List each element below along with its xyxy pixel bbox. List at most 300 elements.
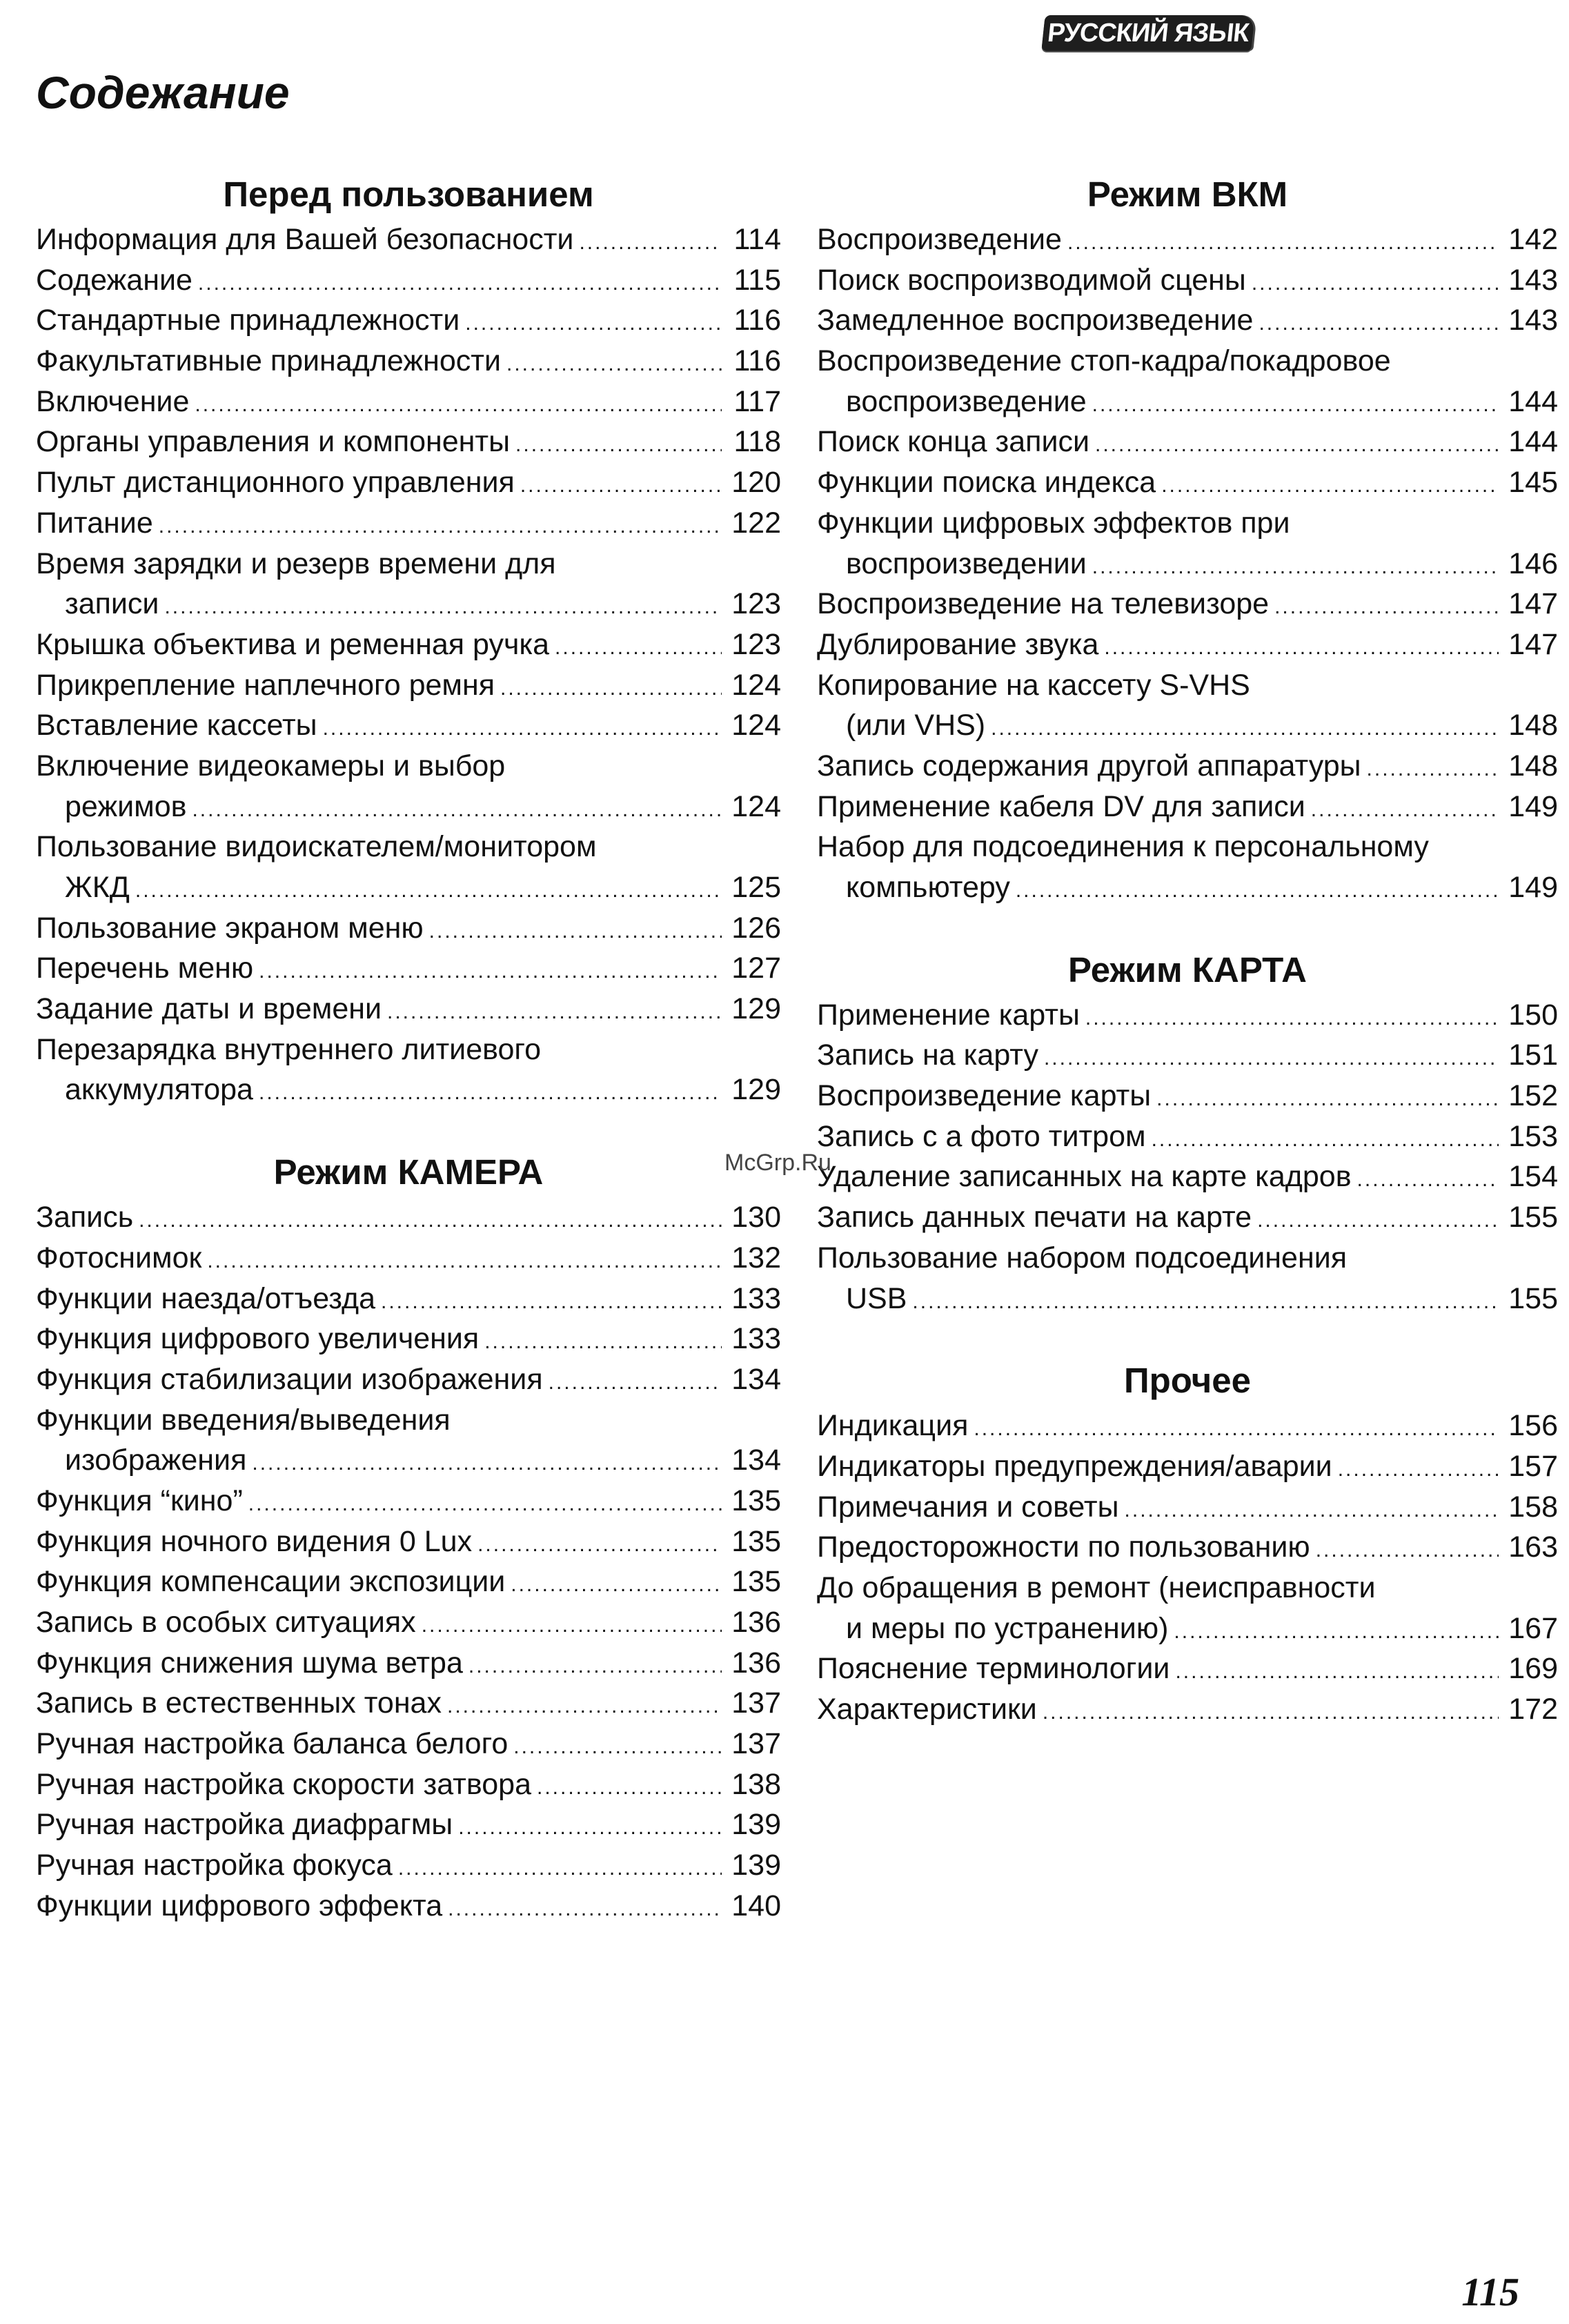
- toc-entry-title: Набор для подсоединения к персональному: [817, 830, 1429, 864]
- toc-entry[interactable]: [36, 300, 781, 341]
- toc-entry-line: [36, 1724, 781, 1764]
- toc-entry-line: [36, 300, 781, 341]
- toc-entry-line: [36, 1319, 781, 1359]
- toc-entry[interactable]: [36, 1804, 781, 1845]
- toc-entry[interactable]: [36, 1845, 781, 1886]
- toc-page-number: 139: [731, 1808, 781, 1842]
- toc-entry-line: [817, 1197, 1558, 1238]
- toc-section: [817, 945, 1558, 1319]
- toc-entry-line: [817, 867, 1558, 908]
- watermark: McGrp.Ru: [724, 1150, 831, 1176]
- toc-entry-line: [36, 665, 781, 706]
- dot-leader: [555, 628, 722, 669]
- toc-entry-line: [817, 1238, 1558, 1279]
- dot-leader: [1156, 1079, 1499, 1120]
- toc-entry[interactable]: [817, 462, 1558, 503]
- toc-entry[interactable]: [817, 1446, 1558, 1487]
- toc-page-number: 133: [731, 1281, 781, 1315]
- toc-section: [36, 170, 781, 1110]
- toc-entry-title: воспроизведение: [846, 384, 1087, 418]
- toc-page-number: 120: [731, 466, 781, 500]
- toc-section: [817, 170, 1558, 908]
- toc-page-number: 157: [1508, 1449, 1558, 1483]
- toc-entry-title: Ручная настройка диафрагмы: [36, 1808, 453, 1842]
- toc-entry-line: [36, 219, 781, 260]
- toc-page-number: 134: [731, 1444, 781, 1477]
- toc-entry-title: (или VHS): [846, 709, 986, 742]
- toc-page-number: 129: [731, 992, 781, 1026]
- toc-entry-title: воспроизведении: [846, 546, 1087, 580]
- toc-entry-line: [36, 1764, 781, 1805]
- toc-entry-line: [817, 544, 1558, 584]
- dot-leader: [465, 304, 722, 344]
- toc-page-number: 137: [731, 1686, 781, 1720]
- dot-leader: [447, 1686, 722, 1727]
- toc-entry[interactable]: [36, 665, 781, 706]
- toc-entry-title: Поиск конца записи: [817, 425, 1089, 459]
- toc-page-number: 124: [731, 709, 781, 742]
- toc-entry-line: [36, 948, 781, 989]
- toc-entry-title: Характеристики: [817, 1693, 1037, 1726]
- page-number: 115: [1461, 2269, 1519, 2314]
- toc-entry-line: [817, 1076, 1558, 1116]
- toc-entry-title: Функции наезда/отъезда: [36, 1281, 376, 1315]
- toc-entry-line: [36, 1481, 781, 1522]
- dot-leader: [1161, 466, 1499, 506]
- toc-entry[interactable]: [36, 1400, 781, 1481]
- toc-entry[interactable]: [36, 1602, 781, 1643]
- toc-page-number: 126: [731, 911, 781, 945]
- toc-entry-title: Запись в особых ситуациях: [36, 1606, 416, 1639]
- dot-leader: [579, 223, 722, 264]
- toc-page-number: 122: [731, 506, 781, 540]
- toc-entry-title: Копирование на кассету S-VHS: [817, 668, 1250, 702]
- toc-entry[interactable]: [36, 1279, 781, 1319]
- dot-leader: [198, 264, 722, 304]
- toc-entry[interactable]: [817, 1406, 1558, 1446]
- toc-entry[interactable]: [817, 827, 1558, 907]
- toc-entry-title: Информация для Вашей безопасности: [36, 223, 574, 256]
- toc-entry-line: [817, 624, 1558, 665]
- toc-entry[interactable]: [817, 1035, 1558, 1076]
- toc-entry-title: Ручная настройка фокуса: [36, 1849, 393, 1882]
- toc-entry-line: [817, 705, 1558, 746]
- dot-leader: [1044, 1038, 1499, 1079]
- toc-entry-line: [36, 1845, 781, 1886]
- toc-entry-line: [817, 1156, 1558, 1197]
- toc-entry[interactable]: [36, 1886, 781, 1927]
- toc-page-number: 148: [1508, 749, 1558, 782]
- toc-entry-title: Пояснение терминологии: [817, 1652, 1170, 1686]
- toc-entry[interactable]: [36, 1683, 781, 1724]
- toc-entry[interactable]: [36, 260, 781, 301]
- dot-leader: [135, 871, 722, 912]
- toc-page-number: 143: [1508, 263, 1558, 297]
- toc-entry-line: [36, 908, 781, 949]
- toc-entry-title: Включение видеокамеры и выбор: [36, 749, 506, 782]
- toc-entry[interactable]: [36, 1359, 781, 1400]
- toc-entry[interactable]: [817, 341, 1558, 422]
- toc-entry-title: Функции цифровых эффектов при: [817, 506, 1290, 540]
- dot-leader: [398, 1849, 722, 1889]
- toc-entry-title: Функции цифрового эффекта: [36, 1889, 443, 1922]
- toc-entry[interactable]: [36, 422, 781, 462]
- toc-entry[interactable]: [36, 503, 781, 544]
- toc-entry[interactable]: [817, 300, 1558, 341]
- toc-entry-title: USB: [846, 1281, 907, 1315]
- toc-page-number: 144: [1508, 425, 1558, 459]
- toc-entry[interactable]: [36, 948, 781, 989]
- toc-entry-line: [817, 422, 1558, 462]
- toc-page-number: 151: [1508, 1038, 1558, 1072]
- toc-entry-title: Примечания и советы: [817, 1490, 1119, 1524]
- toc-entry[interactable]: [817, 995, 1558, 1036]
- toc-entry-title: Пользование набором подсоединения: [817, 1241, 1347, 1274]
- toc-entry[interactable]: [36, 1724, 781, 1764]
- dot-leader: [159, 506, 722, 547]
- toc-entry-line: [817, 1527, 1558, 1568]
- toc-entry-title: Функции введения/выведения: [36, 1403, 451, 1437]
- dot-leader: [192, 790, 722, 831]
- dot-leader: [448, 1889, 722, 1930]
- toc-entry-title: Дублирование звука: [817, 627, 1099, 661]
- dot-leader: [1311, 790, 1499, 831]
- toc-entry-title: Включение: [36, 384, 190, 418]
- toc-page-number: 127: [731, 952, 781, 985]
- toc-page-number: 115: [733, 263, 781, 297]
- toc-page-number: 144: [1508, 384, 1558, 418]
- dot-leader: [513, 1727, 722, 1768]
- toc-entry-title: Задание даты и времени: [36, 992, 382, 1026]
- toc-entry-title: аккумулятора: [65, 1073, 253, 1107]
- toc-entry[interactable]: [817, 624, 1558, 665]
- dot-leader: [520, 466, 722, 506]
- toc-entry-title: Запись: [36, 1201, 134, 1234]
- toc-entry[interactable]: [817, 1076, 1558, 1116]
- dot-leader: [549, 1363, 722, 1404]
- toc-page-number: 153: [1508, 1119, 1558, 1153]
- toc-entry-line: [817, 1116, 1558, 1157]
- toc-entry-title: Воспроизведение карты: [817, 1079, 1152, 1113]
- toc-entry-title: Функции поиска индекса: [817, 466, 1156, 500]
- toc-entry-title: Запись на карту: [817, 1038, 1038, 1072]
- section-heading: Прочее: [1123, 1361, 1252, 1401]
- toc-entry-line: [36, 1643, 781, 1684]
- toc-section: [817, 1356, 1558, 1730]
- dot-leader: [1104, 628, 1499, 669]
- toc-entry-line: [36, 462, 781, 503]
- toc-entry[interactable]: [36, 1522, 781, 1562]
- toc-entry[interactable]: [817, 787, 1558, 827]
- section-heading: Режим ВКМ: [1087, 175, 1288, 214]
- toc-entry[interactable]: [36, 1481, 781, 1522]
- dot-leader: [477, 1525, 722, 1566]
- section-heading: Перед пользованием: [223, 175, 594, 214]
- dot-leader: [422, 1606, 722, 1646]
- toc-entry-line: [36, 341, 781, 382]
- toc-entry[interactable]: [36, 341, 781, 382]
- toc-page-number: 167: [1508, 1611, 1558, 1645]
- toc-entry[interactable]: [36, 544, 781, 624]
- toc-entry[interactable]: [36, 1238, 781, 1279]
- toc-entry[interactable]: [817, 1527, 1558, 1568]
- toc-entry-line: [817, 1608, 1558, 1649]
- toc-page-number: 114: [733, 223, 781, 256]
- toc-entry-title: Применение карты: [817, 998, 1080, 1032]
- toc-page-number: 124: [731, 668, 781, 702]
- toc-entry[interactable]: [36, 1764, 781, 1805]
- toc-page-number: 142: [1508, 223, 1558, 256]
- toc-entry[interactable]: [817, 1689, 1558, 1730]
- dot-leader: [1274, 587, 1499, 628]
- dot-leader: [484, 1322, 722, 1363]
- toc-entry-title: Питание: [36, 506, 153, 540]
- dot-leader: [429, 912, 722, 952]
- toc-entry-line: [817, 1446, 1558, 1487]
- toc-entry-line: [36, 1279, 781, 1319]
- toc-entry-title: Запись данных печати на карте: [817, 1201, 1252, 1234]
- toc-entry-line: [817, 260, 1558, 301]
- dot-leader: [207, 1241, 722, 1282]
- dot-leader: [252, 1444, 722, 1484]
- toc-entry[interactable]: [817, 1156, 1558, 1197]
- toc-entry-line: [36, 544, 781, 584]
- dot-leader: [515, 425, 722, 466]
- toc-entry-line: [36, 867, 781, 908]
- toc-entry-title: Воспроизведение: [817, 223, 1062, 256]
- toc-entry-line: [817, 503, 1558, 544]
- toc-entry-title: Пульт дистанционного управления: [36, 466, 515, 500]
- dot-leader: [248, 1484, 722, 1525]
- toc-entry[interactable]: [817, 665, 1558, 746]
- dot-leader: [537, 1768, 722, 1809]
- toc-page-number: 139: [731, 1849, 781, 1882]
- dot-leader: [1175, 1652, 1499, 1693]
- toc-page-number: 137: [731, 1727, 781, 1761]
- toc-page-number: 138: [731, 1767, 781, 1801]
- toc-entry-line: [36, 503, 781, 544]
- toc-entry-line: [36, 705, 781, 746]
- toc-entry-title: и меры по устранению): [846, 1611, 1169, 1645]
- toc-entry-line: [817, 1279, 1558, 1319]
- toc-entry[interactable]: [817, 1238, 1558, 1319]
- dot-leader: [323, 709, 722, 749]
- toc-page-number: 136: [731, 1606, 781, 1639]
- toc-page-number: 116: [733, 344, 781, 378]
- toc-entry-title: Индикация: [817, 1409, 969, 1443]
- toc-page-number: 136: [731, 1646, 781, 1680]
- toc-entry-title: Запись с а фото титром: [817, 1119, 1146, 1153]
- toc-page-number: 135: [731, 1565, 781, 1599]
- toc-entry[interactable]: [817, 1487, 1558, 1528]
- toc-entry-title: ЖКД: [65, 871, 130, 904]
- toc-page-number: 158: [1508, 1490, 1558, 1524]
- toc-entry[interactable]: [36, 1562, 781, 1602]
- toc-entry-line: [817, 1648, 1558, 1689]
- toc-entry[interactable]: [36, 908, 781, 949]
- toc-entry[interactable]: [36, 705, 781, 746]
- toc-page-number: 146: [1508, 546, 1558, 580]
- toc-entry-line: [36, 1562, 781, 1602]
- toc-entry[interactable]: [36, 989, 781, 1030]
- toc-page-number: 149: [1508, 871, 1558, 904]
- toc-entry-line: [817, 1568, 1558, 1608]
- toc-page-number: 150: [1508, 998, 1558, 1032]
- toc-entry-title: Замедленное воспроизведение: [817, 304, 1254, 337]
- toc-page-number: 123: [731, 627, 781, 661]
- toc-entry-line: [36, 1238, 781, 1279]
- toc-entry[interactable]: [36, 1319, 781, 1359]
- dot-leader: [259, 1073, 722, 1114]
- dot-leader: [506, 344, 722, 385]
- dot-leader: [1252, 264, 1499, 304]
- toc-entry-line: [817, 1689, 1558, 1730]
- dot-leader: [139, 1201, 722, 1241]
- toc-page-number: 172: [1508, 1693, 1558, 1726]
- toc-page-number: 147: [1508, 627, 1558, 661]
- toc-page-number: 148: [1508, 709, 1558, 742]
- toc-entry-line: [36, 1030, 781, 1070]
- toc-page-number: 135: [731, 1524, 781, 1558]
- toc-entry[interactable]: [817, 746, 1558, 787]
- toc-entry-line: [817, 219, 1558, 260]
- toc-entry[interactable]: [817, 422, 1558, 462]
- section-heading: Режим КАМЕРА: [273, 1152, 544, 1192]
- toc-entry-title: Фотоснимок: [36, 1241, 202, 1274]
- toc-entry-line: [36, 382, 781, 422]
- toc-entry-title: компьютеру: [846, 871, 1010, 904]
- toc-entry-title: Крышка объектива и ременная ручка: [36, 627, 550, 661]
- toc-entry-title: Запись в естественных тонах: [36, 1686, 442, 1720]
- toc-page-number: 147: [1508, 587, 1558, 621]
- toc-entry-line: [36, 1400, 781, 1441]
- toc-entry-title: изображения: [65, 1444, 247, 1477]
- toc-entry[interactable]: [817, 1568, 1558, 1648]
- toc-entry-title: Функция снижения шума ветра: [36, 1646, 463, 1680]
- toc-entry[interactable]: [817, 219, 1558, 260]
- toc-entry-line: [36, 1070, 781, 1110]
- toc-entry-line: [817, 787, 1558, 827]
- dot-leader: [1095, 425, 1499, 466]
- toc-entry[interactable]: [36, 1197, 781, 1238]
- toc-entry-line: [36, 422, 781, 462]
- dot-leader: [1174, 1612, 1499, 1653]
- toc-entry-line: [36, 989, 781, 1030]
- toc-entry-line: [36, 1359, 781, 1400]
- dot-leader: [1316, 1530, 1499, 1571]
- toc-entry-title: Воспроизведение стоп-кадра/покадровое: [817, 344, 1391, 378]
- dot-leader: [1338, 1450, 1499, 1490]
- toc-entry-line: [817, 665, 1558, 706]
- toc-entry[interactable]: [817, 1116, 1558, 1157]
- toc-entry-title: Функция цифрового увеличения: [36, 1322, 480, 1356]
- toc-entry[interactable]: [36, 1643, 781, 1684]
- toc-entry[interactable]: [817, 260, 1558, 301]
- dot-leader: [991, 709, 1499, 749]
- toc-entry-title: Содежание: [36, 263, 193, 297]
- toc-page-number: 124: [731, 789, 781, 823]
- dot-leader: [511, 1565, 722, 1606]
- toc-entry[interactable]: [36, 624, 781, 665]
- toc-page-number: 155: [1508, 1201, 1558, 1234]
- toc-entry-line: [36, 1197, 781, 1238]
- toc-page-number: 140: [731, 1889, 781, 1922]
- toc-entry[interactable]: [817, 503, 1558, 584]
- toc-entry[interactable]: [36, 1030, 781, 1110]
- toc-entry-line: [817, 1487, 1558, 1528]
- dot-leader: [500, 669, 722, 709]
- toc-page-number: 125: [731, 871, 781, 904]
- toc-entry[interactable]: [817, 1197, 1558, 1238]
- toc-entry[interactable]: [36, 827, 781, 907]
- dot-leader: [381, 1282, 722, 1323]
- toc-page-number: 117: [733, 384, 781, 418]
- dot-leader: [1357, 1160, 1499, 1201]
- toc-entry[interactable]: [36, 746, 781, 827]
- toc-entry-line: [36, 1602, 781, 1643]
- language-badge-label: РУССКИЙ ЯЗЫК: [1046, 18, 1250, 48]
- dot-leader: [1092, 385, 1499, 426]
- toc-entry-title: Применение кабеля DV для записи: [817, 789, 1305, 823]
- dot-leader: [1257, 1201, 1499, 1241]
- toc-entry-title: Перезарядка внутреннего литиевого: [36, 1032, 542, 1066]
- toc-page-number: 149: [1508, 789, 1558, 823]
- toc-entry-title: До обращения в ремонт (неисправности: [817, 1570, 1376, 1604]
- toc-entry-title: Факультативные принадлежности: [36, 344, 501, 378]
- toc-entry[interactable]: [36, 462, 781, 503]
- toc-entry[interactable]: [817, 1648, 1558, 1689]
- toc-entry-title: записи: [65, 587, 159, 621]
- toc-entry-title: Воспроизведение на телевизоре: [817, 587, 1270, 621]
- toc-entry-title: Вставление кассеты: [36, 709, 317, 742]
- dot-leader: [1259, 304, 1499, 344]
- toc-page-number: 152: [1508, 1079, 1558, 1113]
- dot-leader: [912, 1282, 1499, 1323]
- toc-entry-line: [36, 746, 781, 787]
- toc-entry-line: [817, 1406, 1558, 1446]
- toc-entry[interactable]: [817, 584, 1558, 624]
- toc-entry[interactable]: [36, 382, 781, 422]
- dot-leader: [1085, 998, 1499, 1039]
- toc-page-number: 163: [1508, 1530, 1558, 1564]
- page-title: Содежание: [36, 67, 290, 118]
- language-badge: [1041, 15, 1254, 51]
- toc-entry-line: [817, 746, 1558, 787]
- toc-entry-title: режимов: [65, 789, 187, 823]
- toc-entry-title: Время зарядки и резерв времени для: [36, 546, 556, 580]
- dot-leader: [164, 587, 722, 628]
- toc-entry-title: Пользование экраном меню: [36, 911, 424, 945]
- toc-entry-line: [36, 1683, 781, 1724]
- toc-page-number: 169: [1508, 1652, 1558, 1686]
- dot-leader: [195, 385, 722, 426]
- toc-entry-line: [817, 827, 1558, 867]
- toc-entry-title: Удаление записанных на карте кадров: [817, 1160, 1352, 1194]
- toc-entry-line: [36, 260, 781, 301]
- toc-entry-line: [817, 462, 1558, 503]
- dot-leader: [1367, 749, 1499, 790]
- toc-entry-title: Перечень меню: [36, 952, 254, 985]
- dot-leader: [1125, 1490, 1499, 1531]
- toc-entry-title: Поиск воспроизводимой сцены: [817, 263, 1246, 297]
- toc-entry-line: [36, 584, 781, 624]
- toc-entry-title: Функция “кино”: [36, 1484, 243, 1517]
- dot-leader: [1067, 223, 1499, 264]
- toc-page-number: 155: [1508, 1281, 1558, 1315]
- toc-entry-title: Индикаторы предупреждения/аварии: [817, 1449, 1332, 1483]
- toc-entry[interactable]: [36, 219, 781, 260]
- toc-page-number: 133: [731, 1322, 781, 1356]
